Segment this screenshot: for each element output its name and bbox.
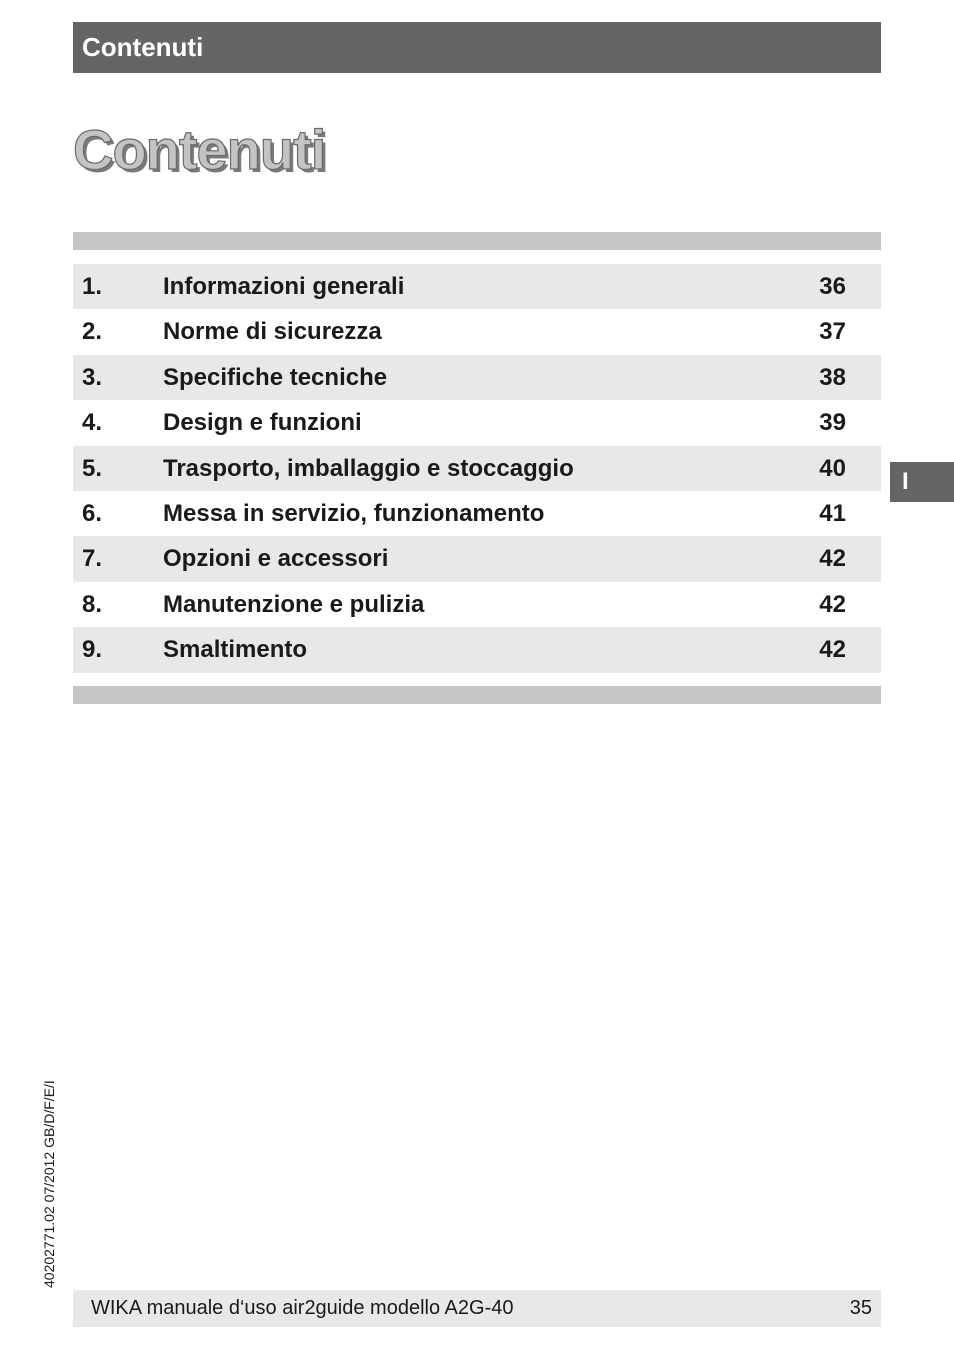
toc-row[interactable] [73,355,881,400]
toc-page: 42 [819,636,846,664]
toc-page: 39 [819,409,846,437]
toc-number: 9. [82,636,103,664]
toc-title: Smaltimento [163,636,308,664]
table-of-contents [73,264,881,673]
toc-row[interactable] [73,446,881,491]
toc-row[interactable] [73,582,881,627]
page-number: 35 [849,1297,872,1319]
toc-row[interactable] [73,627,881,672]
toc-title: Specifiche tecniche [163,363,388,391]
toc-page: 42 [819,590,846,618]
bottom-divider [73,686,881,704]
toc-title: Messa in servizio, funzionamento [163,499,545,527]
toc-title: Informazioni generali [163,273,405,300]
toc-number: 5. [82,454,103,482]
toc-title: Norme di sicurezza [163,318,382,346]
toc-page: 37 [819,318,846,346]
header-title: Contenuti [82,32,204,62]
toc-page: 38 [819,363,846,391]
header-bar [73,22,881,73]
toc-row[interactable] [73,536,881,581]
toc-title: Trasporto, imballaggio e stoccaggio [163,454,574,482]
toc-number: 3. [82,363,103,391]
toc-title: Opzioni e accessori [163,545,389,573]
toc-row[interactable] [73,400,881,445]
language-tab-label: I [902,468,909,495]
footer-text: WIKA manuale d‘uso air2guide modello A2G-40 [91,1297,514,1319]
toc-page: 42 [819,545,846,573]
toc-page: 36 [819,273,846,300]
toc-title: Design e funzioni [163,409,362,437]
toc-page: 40 [819,454,846,482]
toc-page: 41 [819,499,846,527]
toc-row[interactable] [73,264,881,309]
toc-row[interactable] [73,491,881,536]
toc-number: 8. [82,590,103,618]
language-tab [890,462,954,502]
page-title: Contenuti [73,118,326,181]
toc-number: 7. [82,545,103,573]
toc-number: 1. [82,273,103,300]
toc-number: 4. [82,409,103,437]
toc-number: 6. [82,499,103,527]
document-code: 40202771.02 07/2012 GB/D/F/E/I [41,1080,57,1288]
page-footer [73,1290,881,1327]
top-divider [73,232,881,250]
toc-number: 2. [82,318,103,346]
toc-title: Manutenzione e pulizia [163,590,425,618]
toc-row[interactable] [73,309,881,354]
